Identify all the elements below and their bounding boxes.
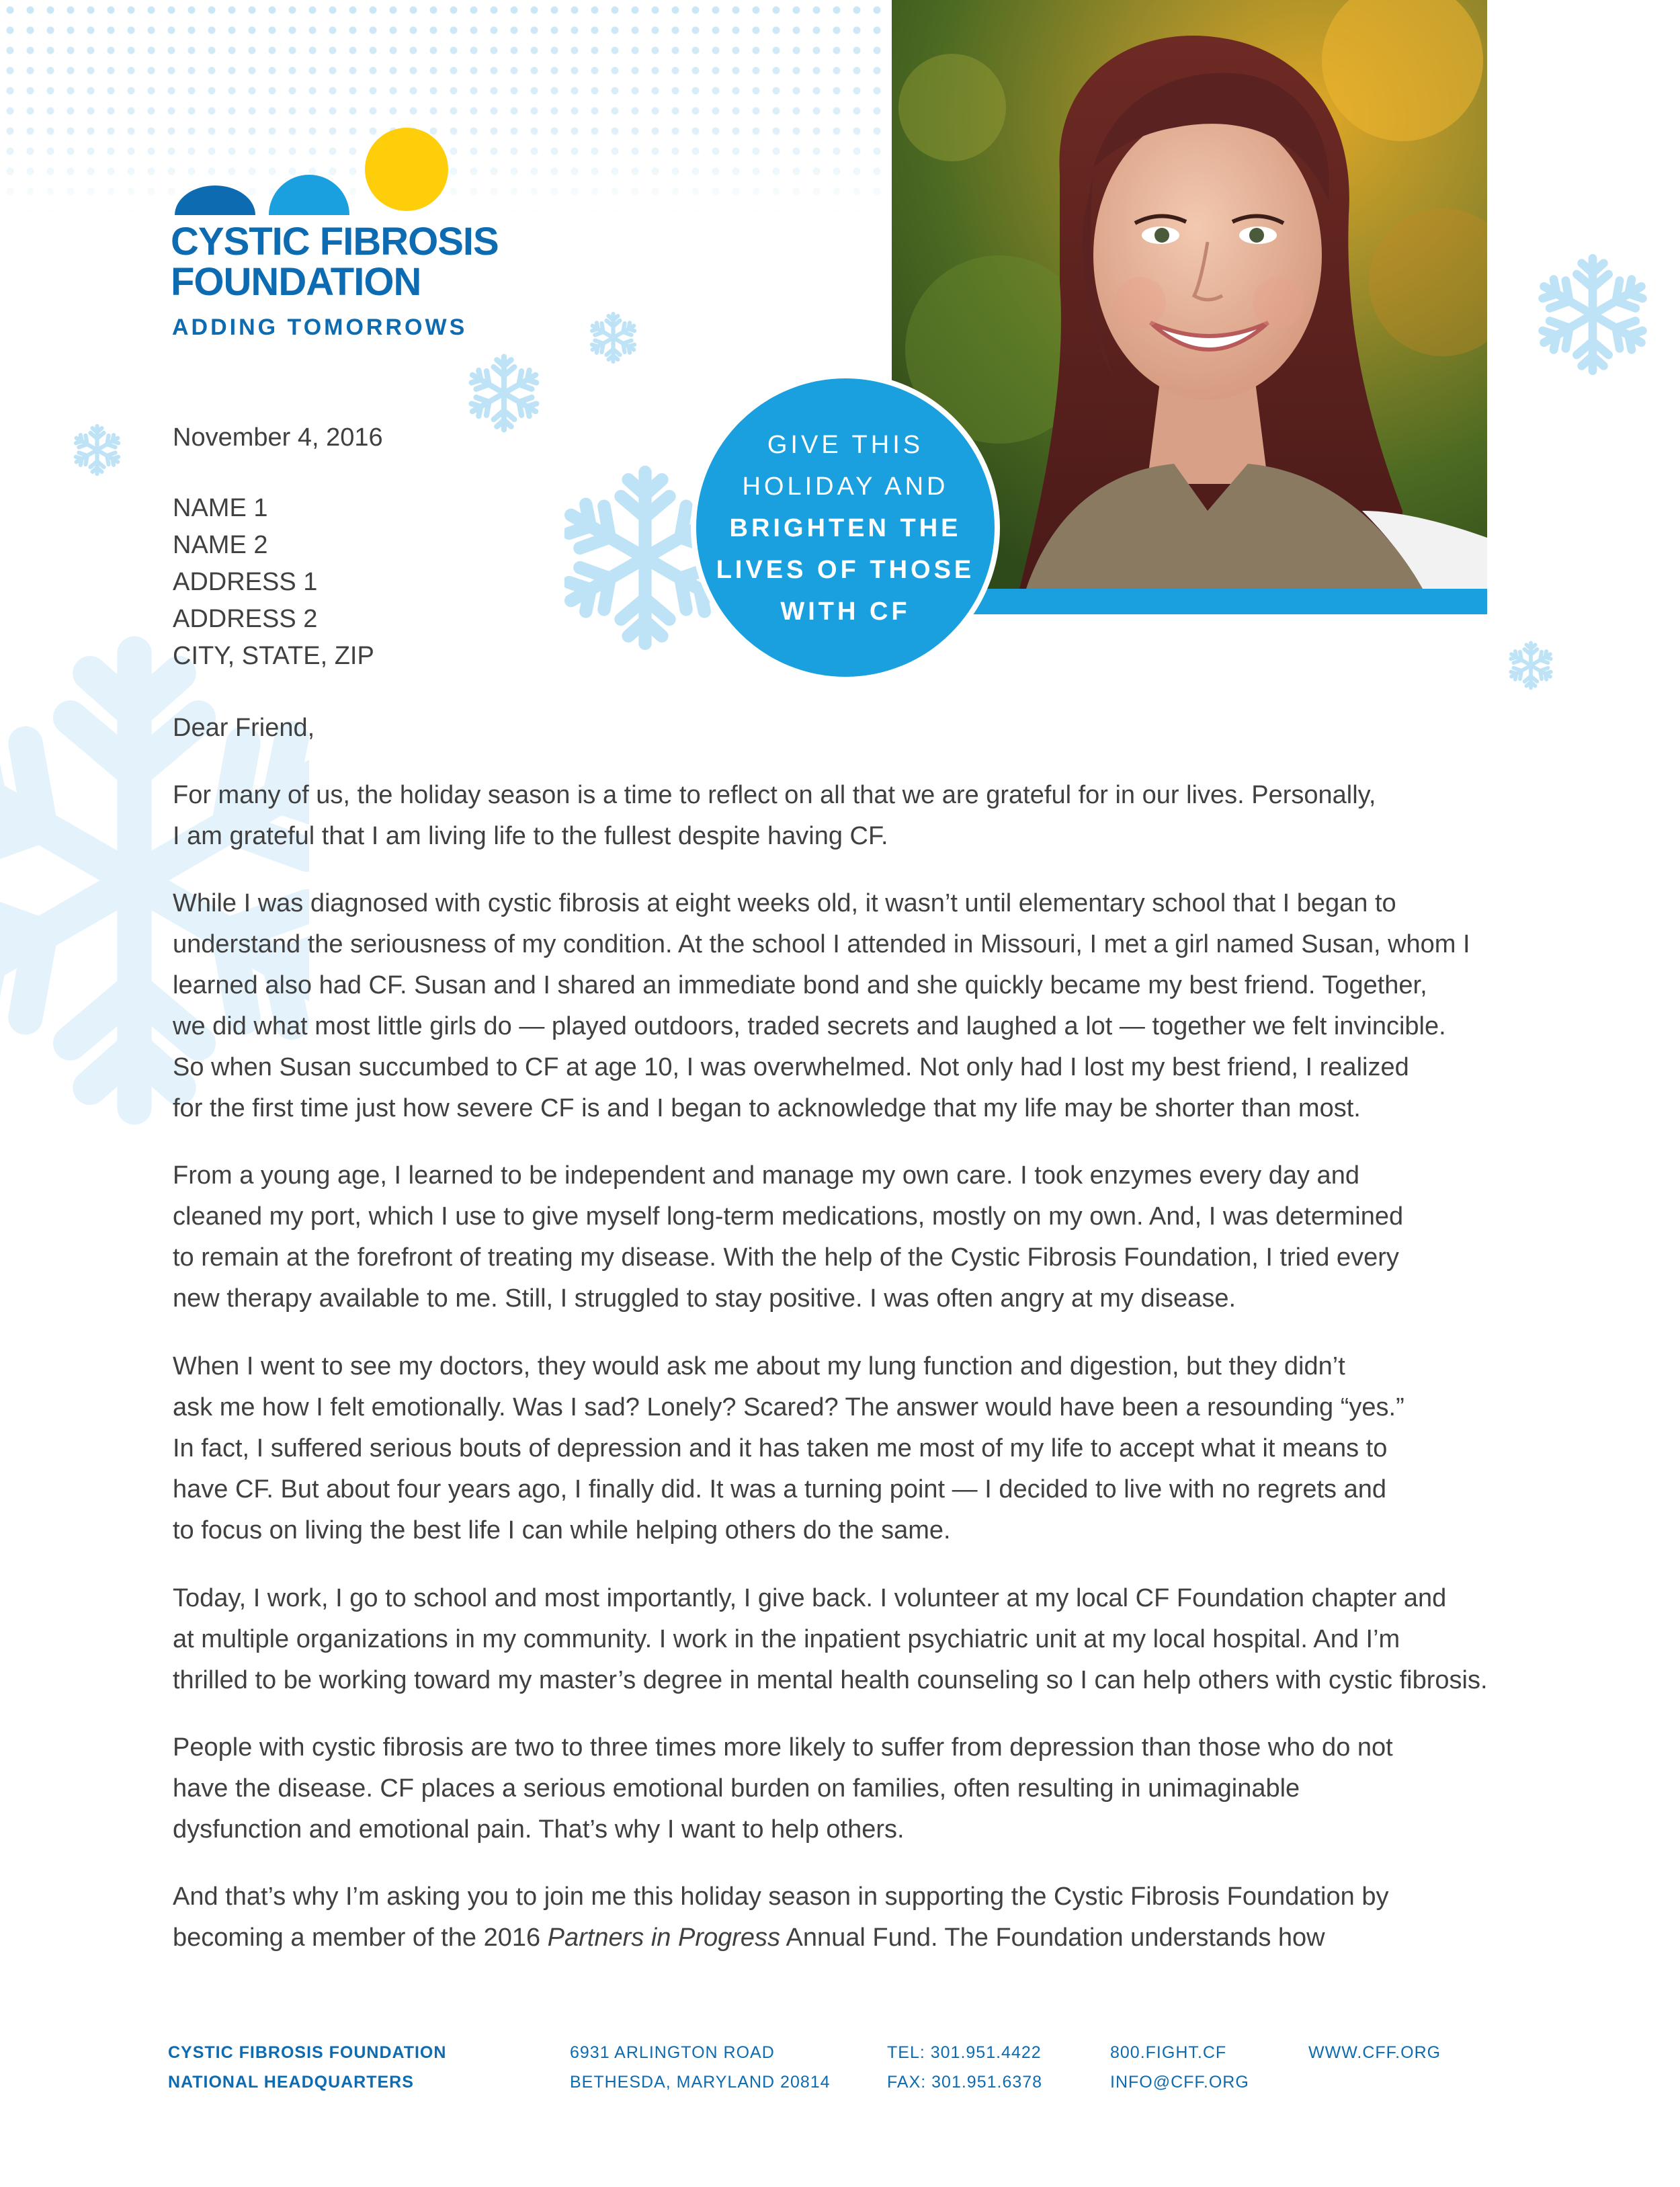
footer-address-line: 6931 ARLINGTON ROAD bbox=[570, 2043, 775, 2062]
logo-mark-icon bbox=[168, 128, 457, 215]
paragraph-line: I am grateful that I am living life to the fullest despite having CF. bbox=[173, 822, 888, 850]
paragraph-line: have the disease. CF places a serious emotional burden on families, often resulting in unimaginable bbox=[173, 1774, 1300, 1803]
snowflake-icon bbox=[1504, 638, 1558, 692]
logo-line-1: CYSTIC FIBROSIS bbox=[171, 220, 499, 263]
snowflake-icon bbox=[460, 349, 548, 437]
paragraph-text: becoming a member of the 2016 bbox=[173, 1924, 548, 1952]
paragraph-line: new therapy available to me. Still, I struggled to stay positive. I was often angry at my disease. bbox=[173, 1284, 1236, 1313]
paragraph-text: Annual Fund. The Foundation understands how bbox=[780, 1924, 1325, 1952]
paragraph-line: For many of us, the holiday season is a time to reflect on all that we are grateful for in our lives. Personally, bbox=[173, 781, 1376, 809]
address-line: NAME 1 bbox=[173, 494, 268, 522]
paragraph-line: at multiple organizations in my community. I work in the inpatient psychiatric unit at my local hospital. And I’m bbox=[173, 1625, 1400, 1653]
paragraph-line: to focus on living the best life I can while helping others do the same. bbox=[173, 1516, 951, 1544]
footer-org-name: CYSTIC FIBROSIS FOUNDATION bbox=[168, 2043, 447, 2062]
letter-date: November 4, 2016 bbox=[173, 423, 383, 452]
logo-line-2: FOUNDATION bbox=[171, 260, 421, 304]
footer-tel: TEL: 301.951.4422 bbox=[887, 2043, 1042, 2062]
badge-line-2: HOLIDAY AND bbox=[742, 472, 949, 501]
logo-tagline: ADDING TOMORROWS bbox=[172, 315, 468, 340]
paragraph-line: So when Susan succumbed to CF at age 10, I was overwhelmed. Not only had I lost my best friend, I realized bbox=[173, 1053, 1409, 1081]
footer-fax: FAX: 301.951.6378 bbox=[887, 2073, 1043, 2092]
paragraph-line: cleaned my port, which I use to give myself long-term medications, mostly on my own. And, I was determined bbox=[173, 1202, 1404, 1231]
paragraph-line: While I was diagnosed with cystic fibrosis at eight weeks old, it wasn’t until elementary school that I began to bbox=[173, 889, 1396, 917]
paragraph-line: dysfunction and emotional pain. That’s why I want to help others. bbox=[173, 1815, 905, 1844]
badge-line-1: GIVE THIS bbox=[767, 431, 924, 459]
snowflake-icon bbox=[1525, 247, 1660, 382]
paragraph-line: for the first time just how severe CF is and I began to acknowledge that my life may be shorter than most. bbox=[173, 1094, 1361, 1122]
snowflake-icon bbox=[585, 309, 642, 366]
address-line: CITY, STATE, ZIP bbox=[173, 642, 374, 670]
paragraph-line: learned also had CF. Susan and I shared an immediate bond and she quickly became my best friend. Together, bbox=[173, 971, 1427, 999]
paragraph-line: have CF. But about four years ago, I finally did. It was a turning point — I decided to live with no regrets and bbox=[173, 1475, 1387, 1503]
paragraph-line: thrilled to be working toward my master’s degree in mental health counseling so I can help others with cystic fibrosis. bbox=[173, 1666, 1488, 1694]
holiday-badge bbox=[691, 373, 1000, 682]
snowflake-icon bbox=[69, 421, 126, 479]
partners-in-progress-emphasis: Partners in Progress bbox=[547, 1924, 781, 1952]
paragraph-line: ask me how I felt emotionally. Was I sad? Lonely? Scared? The answer would have been a resounding “yes.” bbox=[173, 1393, 1404, 1421]
paragraph-line: In fact, I suffered serious bouts of depression and it has taken me most of my life to accept what it means to bbox=[173, 1434, 1388, 1462]
paragraph-line: we did what most little girls do — played outdoors, traded secrets and laughed a lot — together we felt invincible. bbox=[173, 1012, 1446, 1040]
address-line: NAME 2 bbox=[173, 531, 268, 559]
badge-line-3: BRIGHTEN THE bbox=[729, 514, 962, 542]
footer-email-link[interactable]: INFO@CFF.ORG bbox=[1110, 2073, 1249, 2092]
address-line: ADDRESS 1 bbox=[173, 568, 318, 596]
paragraph-line bbox=[173, 1924, 1325, 1952]
letterhead-footer bbox=[0, 2043, 1680, 2124]
paragraph-line: to remain at the forefront of treating my disease. With the help of the Cystic Fibrosis Foundation, I tried every bbox=[173, 1243, 1399, 1272]
badge-line-4: LIVES OF THOSE bbox=[716, 556, 975, 584]
paragraph-line: understand the seriousness of my condition. At the school I attended in Missouri, I met a girl named Susan, whom I bbox=[173, 930, 1470, 958]
paragraph-line: Today, I work, I go to school and most importantly, I give back. I volunteer at my local CF Foundation chapter and bbox=[173, 1584, 1447, 1612]
badge-line-5: WITH CF bbox=[780, 597, 911, 626]
address-line: ADDRESS 2 bbox=[173, 605, 318, 633]
logo-wordmark bbox=[171, 222, 499, 302]
salutation: Dear Friend, bbox=[173, 714, 315, 742]
paragraph-line: People with cystic fibrosis are two to three times more likely to suffer from depression than those who do not bbox=[173, 1733, 1393, 1762]
footer-address-line: BETHESDA, MARYLAND 20814 bbox=[570, 2073, 831, 2092]
paragraph-line: When I went to see my doctors, they would ask me about my lung function and digestion, but they didn’t bbox=[173, 1352, 1345, 1380]
paragraph-line: And that’s why I’m asking you to join me this holiday season in supporting the Cystic Fibrosis Foundation by bbox=[173, 1883, 1389, 1911]
paragraph-line: From a young age, I learned to be independent and manage my own care. I took enzymes every day and bbox=[173, 1161, 1359, 1190]
footer-phone-link[interactable]: 800.FIGHT.CF bbox=[1110, 2043, 1227, 2062]
footer-org-hq: NATIONAL HEADQUARTERS bbox=[168, 2073, 414, 2092]
footer-website-link[interactable]: WWW.CFF.ORG bbox=[1308, 2043, 1441, 2062]
